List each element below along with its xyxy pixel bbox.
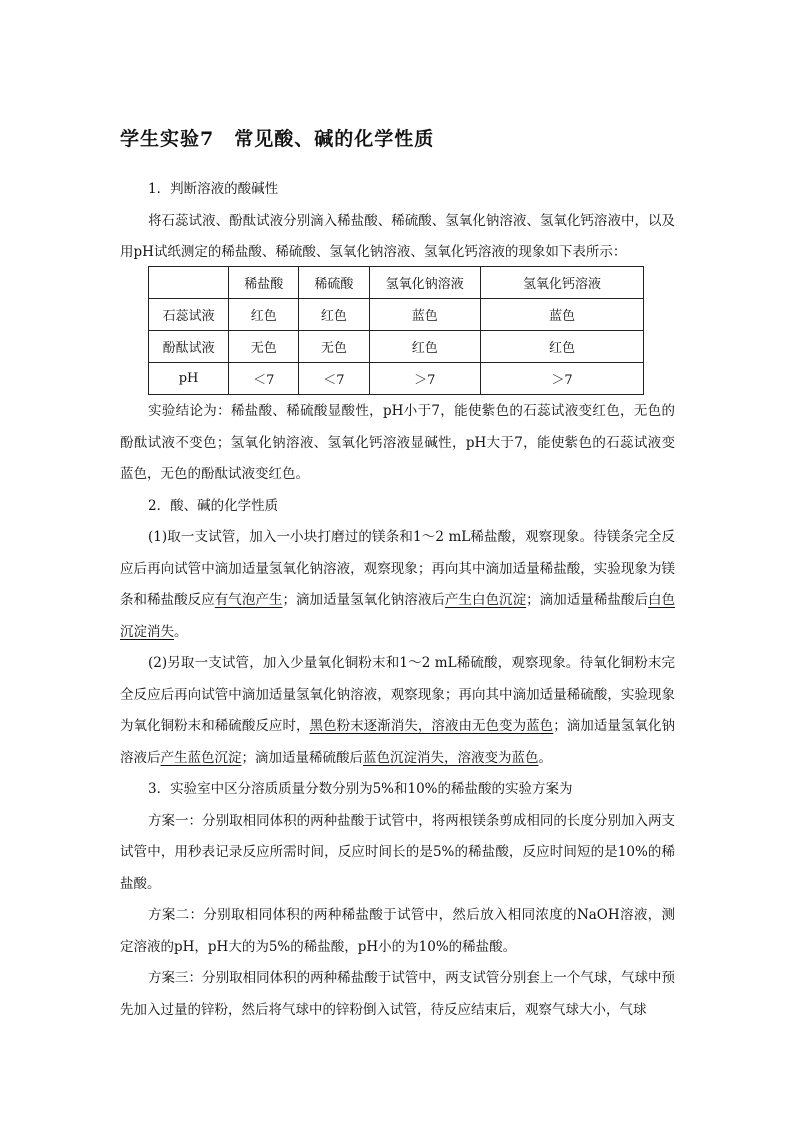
table-header-cell: 氢氧化钙溶液 [481, 267, 644, 299]
table-cell: ＞7 [481, 363, 644, 395]
table-cell: 红色 [369, 331, 481, 363]
p1-text-b: ；滴加适量氢氧化钠溶液后 [282, 592, 445, 608]
table-cell: 无色 [229, 331, 299, 363]
section-3-heading: 3．实验室中区分溶质质量分数分别为5%和10%的稀盐酸的实验方案为 [148, 781, 573, 797]
p1-answer-1: 有气泡产生 [214, 592, 283, 608]
p2-text-c: ；滴加适量稀硫酸后 [241, 749, 363, 766]
table-cell: 蓝色 [369, 299, 481, 331]
p1-answer-3: 白色沉淀消失 [120, 592, 676, 640]
p2-text-a: (2)另取一支试管，加入少量氧化铜粉末和1～2 mL稀硫酸，观察现象。待氧化铜粉末完全反应后再向试管中滴加适量氢氧化钠溶液，观察现象；再向其中滴加适量稀硫酸，实验现象为氧化铜粉末和稀硫酸反应时， [120, 655, 675, 734]
table-row [149, 299, 644, 331]
p2-text-b: ；滴加适量氢氧化钠溶液后 [120, 718, 676, 766]
p2-answer-3: 蓝色沉淀消失，溶液变为蓝色 [363, 749, 539, 766]
table-cell: 酚酞试液 [149, 331, 229, 363]
table-cell: 蓝色 [481, 299, 644, 331]
plan-1: 方案一：分别取相同体积的两种盐酸于试管中，将两根镁条剪成相同的长度分别加入两支试管中，用秒表记录反应所需时间，反应时间长的是5%的稀盐酸，反应时间短的是10%的稀盐酸。 [120, 812, 675, 892]
table-cell: pH [149, 363, 229, 395]
section-1-conclusion: 实验结论为：稀盐酸、稀硫酸显酸性，pH小于7，能使紫色的石蕊试液变红色，无色的酚酞试液不变色；氢氧化钠溶液、氢氧化钙溶液显碱性，pH大于7，能使紫色的石蕊试液变蓝色，无色的酚酞试液变红色。 [120, 403, 675, 482]
p1-answer-2: 产生白色沉淀 [444, 592, 527, 608]
section-2-heading: 2．酸、碱的化学性质 [148, 497, 279, 514]
plan-2: 方案二：分别取相同体积的两种稀盐酸于试管中，然后放入相同浓度的NaOH溶液，测定溶液的pH，pH大的为5%的稀盐酸，pH小的为10%的稀盐酸。 [120, 907, 675, 955]
p1-text-c: ；滴加适量稀盐酸后 [526, 592, 648, 608]
table-cell: 红色 [299, 299, 369, 331]
main-body [120, 396, 675, 1026]
section-2-paragraph-1 [120, 522, 675, 648]
table-cell: ＞7 [369, 363, 481, 395]
section-1 [120, 174, 675, 269]
table-header-cell [149, 267, 229, 299]
plan-3: 方案三：分别取相同体积的两种稀盐酸于试管中，两支试管分别套上一个气球，气球中预先加入过量的锌粉，然后将气球中的锌粉倒入试管，待反应结束后，观察气球大小，气球 [120, 970, 675, 1018]
indicator-table [148, 266, 644, 395]
table-header-row [149, 267, 644, 299]
p1-text-d: 。 [174, 623, 188, 640]
section-1-heading: 1．判断溶液的酸碱性 [148, 181, 279, 197]
table-row [149, 363, 644, 395]
table-cell: ＜7 [229, 363, 299, 395]
p2-answer-1: 黑色粉末逐渐消失，溶液由无色变为蓝色 [309, 718, 554, 734]
table-header-cell: 稀盐酸 [229, 267, 299, 299]
table-header-cell: 氢氧化钠溶液 [369, 267, 481, 299]
table-row [149, 331, 644, 363]
p1-text-a: (1)取一支试管，加入一小块打磨过的镁条和1～2 mL稀盐酸，观察现象。待镁条完全反应后再向试管中滴加适量氢氧化钠溶液，观察现象；再向其中滴加适量稀盐酸，实验现象为镁条和稀盐酸反应 [120, 529, 675, 608]
table-cell: 无色 [299, 331, 369, 363]
table-cell: 石蕊试液 [149, 299, 229, 331]
table-cell: 红色 [481, 331, 644, 363]
section-1-intro: 将石蕊试液、酚酞试液分别滴入稀盐酸、稀硫酸、氢氧化钠溶液、氢氧化钙溶液中，以及用pH试纸测定的稀盐酸、稀硫酸、氢氧化钠溶液、氢氧化钙溶液的现象如下表所示： [120, 212, 675, 260]
page-title: 学生实验7 常见酸、碱的化学性质 [120, 128, 435, 150]
p2-text-d: 。 [538, 749, 552, 766]
p2-answer-2: 产生蓝色沉淀 [160, 749, 242, 766]
table-header-cell: 稀硫酸 [299, 267, 369, 299]
table-cell: 红色 [229, 299, 299, 331]
section-2-paragraph-2 [120, 648, 675, 774]
table-cell: ＜7 [299, 363, 369, 395]
